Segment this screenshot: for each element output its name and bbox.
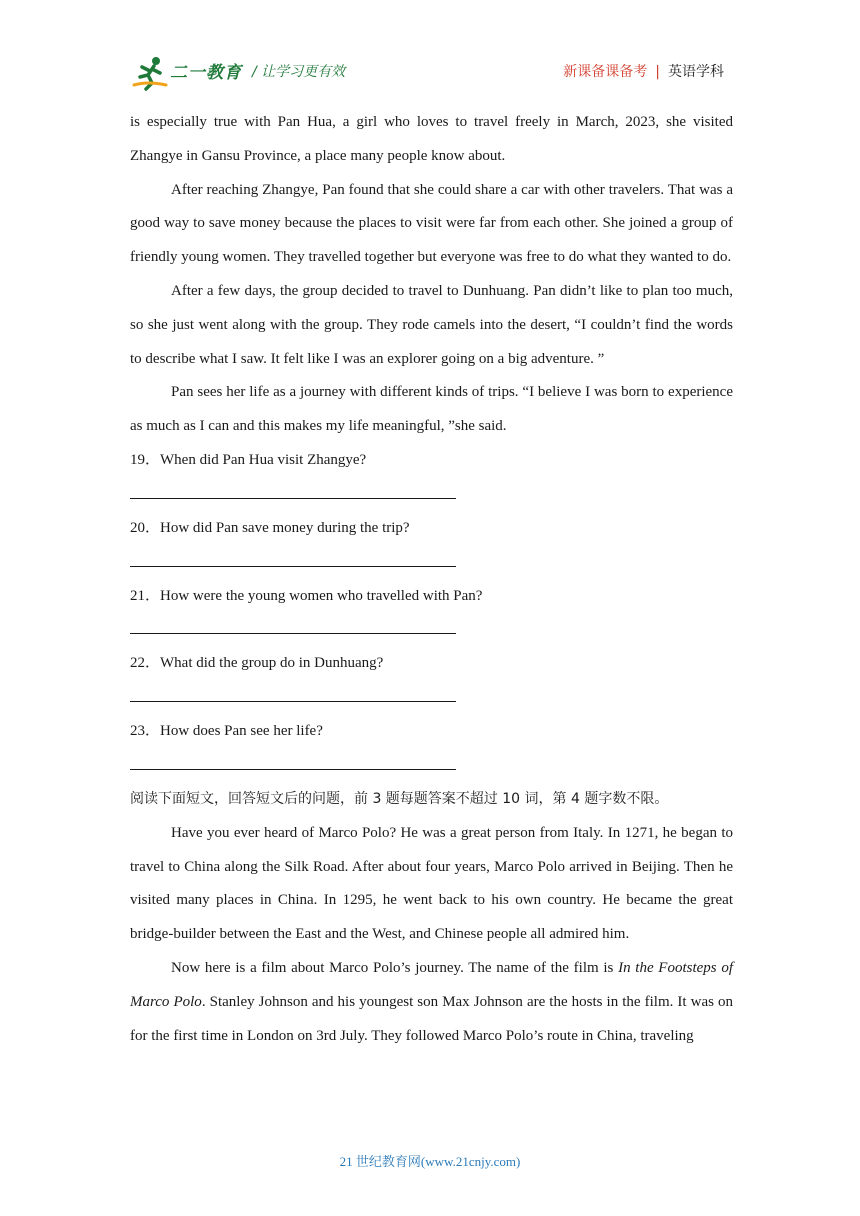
paragraph-text: Now here is a film about Marco Polo’s journey. The name of the film is (171, 959, 619, 976)
question-22 (130, 647, 733, 702)
passage-paragraph: is especially true with Pan Hua, a girl who loves to travel freely in March, 2023, she visited Zhangye in Gansu Province, a place many people know about. (130, 114, 733, 164)
question-text: 21．How were the young women who travelled with Pan? (130, 587, 483, 604)
question-number: 19 (130, 451, 145, 468)
question-21 (130, 580, 733, 635)
question-text: 19．When did Pan Hua visit Zhangye? (130, 451, 367, 468)
header-separator: | (655, 64, 660, 80)
passage-paragraph: After reaching Zhangye, Pan found that she could share a car with other travelers. That was a good way to save money because the places to visit were far from each other. She joined a group of friendly young women. They travelled together but everyone was free to do what they wanted to do. (130, 181, 733, 266)
passage-paragraph: Have you ever heard of Marco Polo? He was a great person from Italy. In 1271, he began to travel to China along the Silk Road. After about four years, Marco Polo arrived in Beijing. Then he visited many places in China. In 1295, he went back to his own country. He became the great bridge-builder between the East and the West, and Chinese people all admired him. (130, 824, 733, 943)
question-prompt: How were the young women who travelled with Pan? (160, 587, 483, 604)
question-prompt: How did Pan save money during the trip? (160, 519, 410, 536)
section-instruction: 阅读下面短文，回答短文后的问题，前 3 题每题答案不超过 10 词，第 4 题字数不限。 (130, 790, 669, 807)
logo-text: 二一教育 (170, 63, 242, 83)
passage-paragraph: After a few days, the group decided to travel to Dunhuang. Pan didn’t like to plan too much, so she just went along with the group. They rode camels into the desert, “I couldn’t find the words to describe what I saw. It felt like I was an explorer going on a big adventure. ” (130, 282, 733, 367)
question-prompt: When did Pan Hua visit Zhangye? (160, 451, 367, 468)
passage-paragraph (130, 952, 733, 1053)
question-number: 21 (130, 587, 145, 604)
answer-line[interactable] (130, 701, 456, 702)
brand-logo (132, 55, 242, 91)
page-footer: 21 世纪教育网(www.21cnjy.com) (339, 1154, 521, 1169)
question-20 (130, 512, 733, 567)
question-23 (130, 715, 733, 770)
passage-paragraph: Pan sees her life as a journey with different kinds of trips. “I believe I was born to experience as much as I can and this makes my life meaningful, ”she said. (130, 384, 733, 435)
paragraph-text: . Stanley Johnson and his youngest son Max Johnson are the hosts in the film. It was on for the first time in London on 3rd July. They followed Marco Polo’s route in China, traveling (130, 993, 733, 1044)
question-text: 22．What did the group do in Dunhuang? (130, 655, 384, 672)
question-number: 20 (130, 519, 145, 536)
question-text: 23．How does Pan see her life? (130, 723, 323, 740)
answer-line[interactable] (130, 498, 456, 499)
page-header (0, 0, 860, 100)
document-body (130, 106, 733, 1053)
header-subject (563, 61, 724, 81)
question-19 (130, 444, 733, 499)
slogan: / 让学习更有效 (252, 64, 346, 80)
question-prompt: What did the group do in Dunhuang? (160, 655, 384, 672)
question-number: 22 (130, 655, 145, 672)
header-subject-label: 英语学科 (668, 64, 724, 80)
runner-icon (132, 55, 172, 91)
answer-line[interactable] (130, 566, 456, 567)
answer-line[interactable] (130, 633, 456, 634)
film-title: In the Footsteps of Marco Polo (130, 959, 733, 1010)
answer-line[interactable] (130, 769, 456, 770)
question-number: 23 (130, 723, 145, 740)
question-prompt: How does Pan see her life? (160, 723, 323, 740)
question-text: 20．How did Pan save money during the trip? (130, 519, 410, 536)
header-course-label: 新课备课备考 (563, 64, 648, 80)
